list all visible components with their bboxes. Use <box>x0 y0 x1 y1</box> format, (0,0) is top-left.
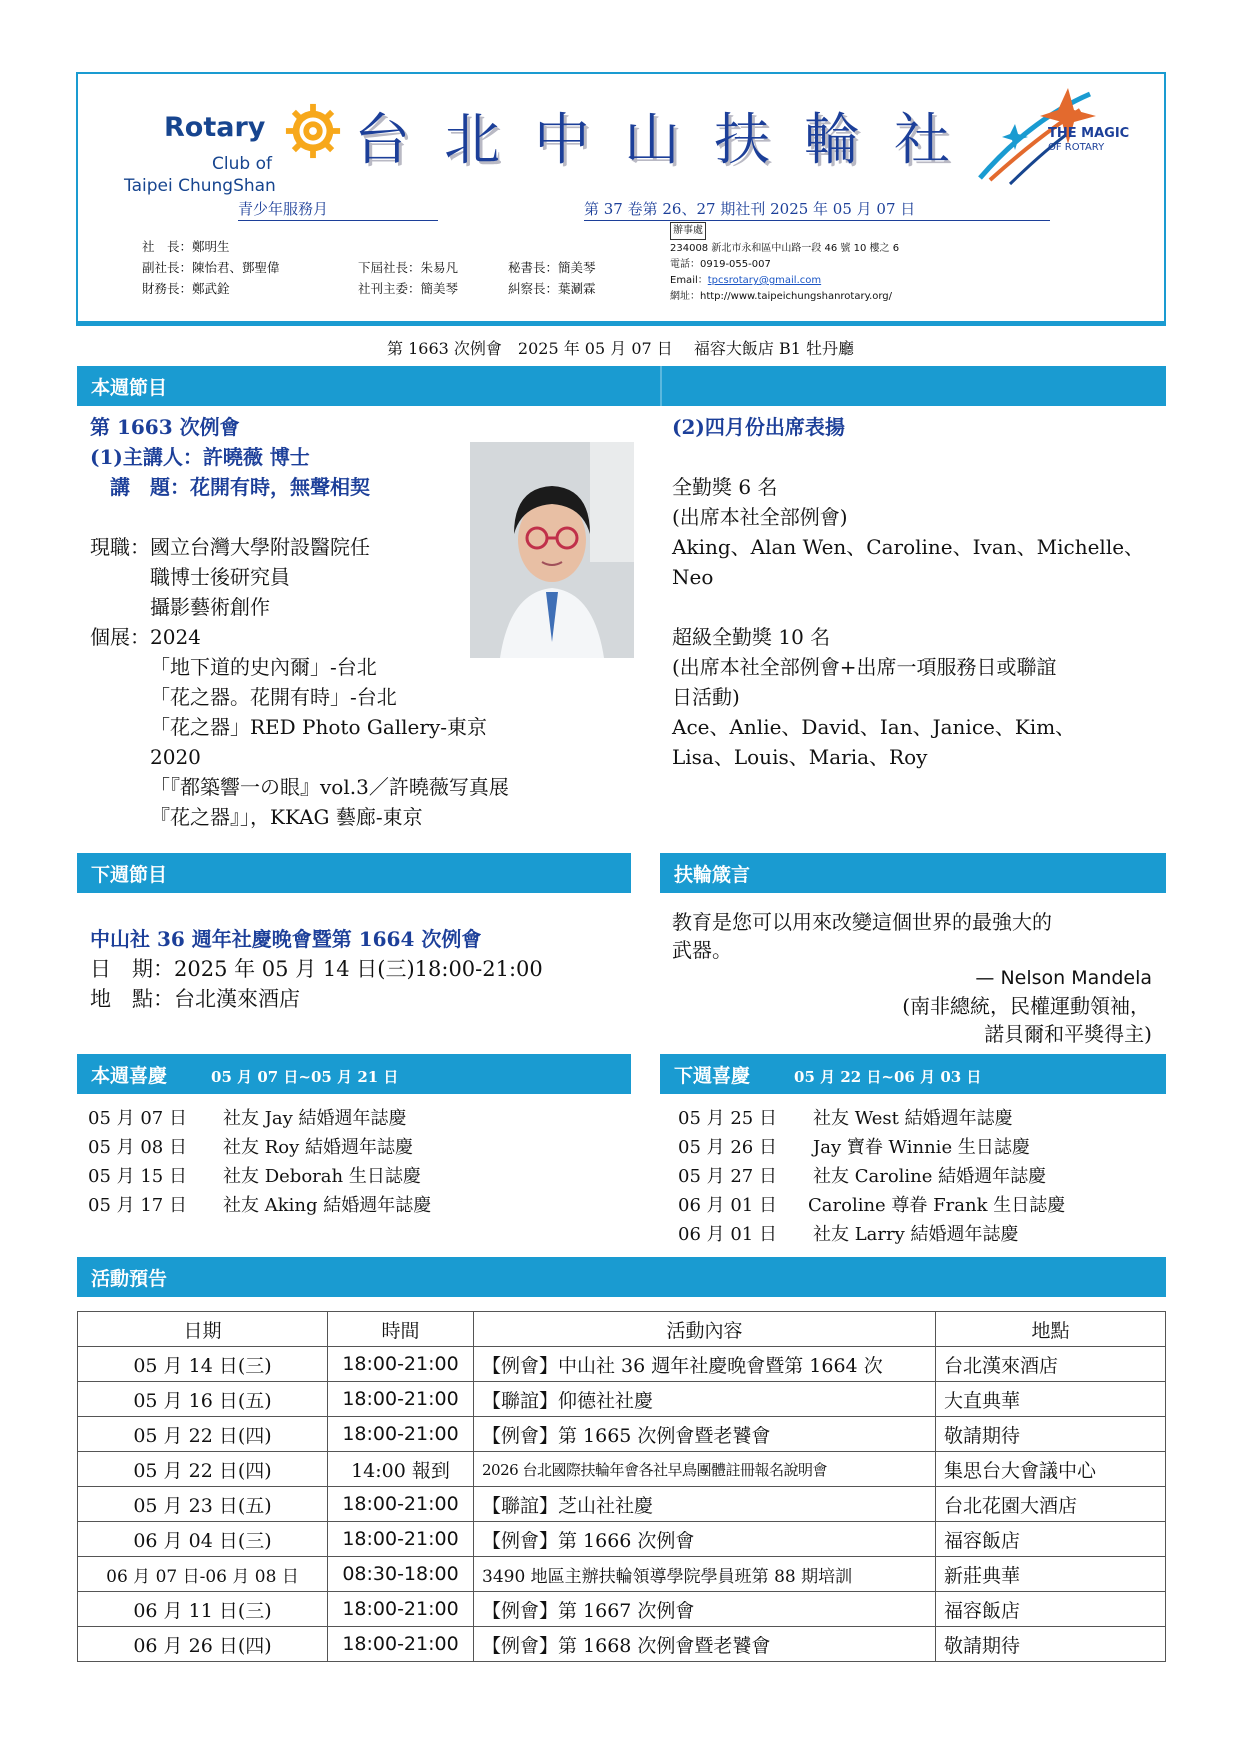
celebrations-next-range: 05 月 22 日~06 月 03 日 <box>794 1068 982 1086</box>
event-place: 福容飯店 <box>936 1522 1166 1557</box>
event-date: 05 月 22 日(四) <box>78 1452 328 1487</box>
exhibit-line: 「『都築響一の眼』vol.3／許曉薇写真展 <box>150 775 509 799</box>
event-content: 【聯誼】芝山社社慶 <box>474 1487 936 1522</box>
officer-vice-president: 副社長：陳怡君、鄧聖偉 <box>142 260 280 275</box>
super-attendance-names: Lisa、Louis、Maria、Roy <box>672 745 928 769</box>
list-item: 05 月 26 日 Jay 寶眷 Winnie 生日誌慶 <box>678 1137 1030 1158</box>
motto-author-desc: 諾貝爾和平獎得主) <box>984 1022 1152 1046</box>
event-time: 18:00-21:00 <box>328 1382 474 1417</box>
event-content: 【例會】中山社 36 週年社慶晚會暨第 1664 次 <box>474 1347 936 1382</box>
exhibit-line: 「花之器。花開有時」-台北 <box>150 685 397 709</box>
table-row <box>78 1557 1166 1592</box>
event-date: 05 月 14 日(三) <box>78 1347 328 1382</box>
event-time: 18:00-21:00 <box>328 1487 474 1522</box>
officer-next-president: 下屆社長：朱易凡 <box>358 260 459 275</box>
next-week-bar <box>77 853 631 893</box>
event-place: 集思台大會議中心 <box>936 1452 1166 1487</box>
motto-author-desc: (南非總統，民權運動領袖， <box>902 994 1150 1018</box>
meeting-line: 第 1663 次例會 2025 年 05 月 07 日 福容大飯店 B1 牡丹廳 <box>387 339 854 358</box>
rotary-wheel-icon <box>284 102 342 160</box>
super-attendance-desc: (出席本社全部例會+出席一項服務日或聯誼 <box>672 655 1057 679</box>
full-attendance-names: Aking、Alan Wen、Caroline、Ivan、Michelle、 <box>672 535 1145 559</box>
event-date: 05 月 16 日(五) <box>78 1382 328 1417</box>
event-place: 福容飯店 <box>936 1592 1166 1627</box>
table-row <box>78 1592 1166 1627</box>
table-row <box>78 1347 1166 1382</box>
event-date: 06 月 07 日-06 月 08 日 <box>78 1557 328 1592</box>
celebrations-next-list <box>678 1104 1168 1249</box>
list-item: 05 月 17 日 社友 Aking 結婚週年誌慶 <box>88 1195 432 1216</box>
events-table <box>77 1311 1166 1662</box>
table-row <box>78 1417 1166 1452</box>
event-place: 敬請期待 <box>936 1627 1166 1662</box>
full-attendance-names: Neo <box>672 565 714 589</box>
speaker-photo <box>470 442 634 658</box>
motto-author: — Nelson Mandela <box>975 967 1152 989</box>
speaker-portrait-icon <box>470 442 634 658</box>
celebrations-this-label: 本週喜慶 <box>91 1065 168 1087</box>
list-item: 05 月 08 日 社友 Roy 結婚週年誌慶 <box>88 1137 414 1158</box>
celebrations-next-bar <box>660 1054 1166 1094</box>
column-header-content: 活動內容 <box>474 1312 936 1347</box>
this-week-bar <box>77 366 1166 406</box>
office-email-link[interactable]: tpcsrotary@gmail.com <box>707 275 822 286</box>
issue-line: 第 37 卷第 26、27 期社刊 2025 年 05 月 07 日 <box>584 198 1050 221</box>
event-date: 05 月 23 日(五) <box>78 1487 328 1522</box>
full-attendance-desc: (出席本社全部例會) <box>672 505 848 529</box>
logo-rotary-word: Rotary <box>164 112 266 143</box>
attendance-title: (2)四月份出席表揚 <box>672 415 845 439</box>
list-item: 05 月 15 日 社友 Deborah 生日誌慶 <box>88 1166 421 1187</box>
exhibit-line: 『花之器』」，KKAG 藝廊-東京 <box>150 805 423 829</box>
event-place: 新莊典華 <box>936 1557 1166 1592</box>
list-item: 05 月 25 日 社友 West 結婚週年誌慶 <box>678 1108 1013 1129</box>
office-info <box>670 222 899 305</box>
event-date: 05 月 22 日(四) <box>78 1417 328 1452</box>
next-week-bar-label: 下週節目 <box>91 864 168 886</box>
event-content: 【例會】第 1665 次例會暨老饕會 <box>474 1417 936 1452</box>
next-week-date: 日 期：2025 年 05 月 14 日(三)18:00-21:00 <box>90 957 543 981</box>
officers-list <box>142 236 596 299</box>
event-content: 【例會】第 1667 次例會 <box>474 1592 936 1627</box>
magic-line2: OF ROTARY <box>1048 142 1105 153</box>
celebrations-this-range: 05 月 07 日~05 月 21 日 <box>211 1068 399 1086</box>
exhibit-line: 2020 <box>150 745 201 769</box>
attendance-section <box>672 412 1166 772</box>
event-place: 大直典華 <box>936 1382 1166 1417</box>
motto-section <box>672 908 1166 1048</box>
logo-city: Taipei ChungShan <box>124 176 276 196</box>
event-content: 2026 台北國際扶輪年會各社早鳥團體註冊報名說明會 <box>474 1452 936 1487</box>
exhibit-line: 2024 <box>150 625 201 649</box>
event-time: 18:00-21:00 <box>328 1592 474 1627</box>
exhibit-label: 個展： <box>90 625 150 649</box>
logo-club-of: Club of <box>212 154 272 174</box>
current-line: 職博士後研究員 <box>150 565 290 589</box>
club-title: 台北中山扶輪社 <box>354 108 984 173</box>
event-date: 06 月 04 日(三) <box>78 1522 328 1557</box>
event-content: 【例會】第 1668 次例會暨老饕會 <box>474 1627 936 1662</box>
event-time: 08:30-18:00 <box>328 1557 474 1592</box>
current-line: 國立台灣大學附設醫院任 <box>150 535 370 559</box>
table-row <box>78 1627 1166 1662</box>
event-time: 18:00-21:00 <box>328 1417 474 1452</box>
next-week-title: 中山社 36 週年社慶晚會暨第 1664 次例會 <box>90 927 482 951</box>
table-row <box>78 1487 1166 1522</box>
table-row <box>78 1522 1166 1557</box>
motto-quote: 武器。 <box>672 938 732 962</box>
officer-treasurer: 財務長：鄭武銓 <box>142 281 230 296</box>
program-topic: 講 題：花開有時，無聲相契 <box>90 475 370 499</box>
super-attendance-title: 超級全勤獎 10 名 <box>672 625 831 649</box>
list-item: 06 月 01 日 社友 Larry 結婚週年誌慶 <box>678 1224 1019 1245</box>
column-header-date: 日期 <box>78 1312 328 1347</box>
program-meeting: 第 1663 次例會 <box>90 415 240 439</box>
column-header-place: 地點 <box>936 1312 1166 1347</box>
masthead <box>76 72 1166 326</box>
rotary-club-logo <box>102 92 332 202</box>
list-item: 06 月 01 日 Caroline 尊眷 Frank 生日誌慶 <box>678 1195 1066 1216</box>
office-address: 234008 新北市永和區中山路一段 46 號 10 樓之 6 <box>670 243 900 254</box>
event-time: 18:00-21:00 <box>328 1627 474 1662</box>
event-place: 台北花園大酒店 <box>936 1487 1166 1522</box>
event-time: 18:00-21:00 <box>328 1347 474 1382</box>
current-label: 現職： <box>90 535 150 559</box>
officer-editor: 社刊主委：簡美琴 <box>358 281 459 296</box>
officer-secretary: 秘書長：簡美琴 <box>508 260 596 275</box>
celebrations-next-label: 下週喜慶 <box>674 1065 751 1087</box>
motto-bar-label: 扶輪箴言 <box>674 864 751 886</box>
table-row <box>78 1452 1166 1487</box>
event-place: 台北漢來酒店 <box>936 1347 1166 1382</box>
event-place: 敬請期待 <box>936 1417 1166 1452</box>
this-week-bar-label: 本週節目 <box>91 377 168 399</box>
table-header-row <box>78 1312 1166 1347</box>
motto-quote: 教育是您可以用來改變這個世界的最強大的 <box>672 910 1052 934</box>
officer-president: 社 長：鄭明生 <box>142 239 230 254</box>
event-date: 06 月 11 日(三) <box>78 1592 328 1627</box>
celebrations-this-bar <box>77 1054 631 1094</box>
bar-divider <box>660 366 662 406</box>
program-speaker: (1)主講人：許曉薇 博士 <box>90 445 310 469</box>
event-content: 【例會】第 1666 次例會 <box>474 1522 936 1557</box>
event-content: 【聯誼】仰德社社慶 <box>474 1382 936 1417</box>
full-attendance-title: 全勤獎 6 名 <box>672 475 778 499</box>
office-website[interactable]: 網址：http://www.taipeichungshanrotary.org/ <box>670 291 893 302</box>
event-date: 06 月 26 日(四) <box>78 1627 328 1662</box>
celebrations-this-list <box>88 1104 628 1220</box>
event-time: 18:00-21:00 <box>328 1522 474 1557</box>
super-attendance-names: Ace、Anlie、David、Ian、Janice、Kim、 <box>672 715 1076 739</box>
next-week-place: 地 點：台北漢來酒店 <box>90 987 300 1011</box>
column-header-time: 時間 <box>328 1312 474 1347</box>
exhibit-line: 「地下道的史內爾」-台北 <box>150 655 377 679</box>
events-bar <box>77 1257 1166 1297</box>
next-week-program <box>90 924 630 1014</box>
exhibit-line: 「花之器」RED Photo Gallery-東京 <box>150 715 488 739</box>
office-email-label: Email： <box>670 275 708 286</box>
office-phone: 電話：0919-055-007 <box>670 259 771 270</box>
current-line: 攝影藝術創作 <box>150 595 270 619</box>
officer-sergeant: 糾察長：葉涮霖 <box>508 281 596 296</box>
motto-bar <box>660 853 1166 893</box>
events-bar-label: 活動預告 <box>91 1268 168 1290</box>
super-attendance-desc: 日活動) <box>672 685 740 709</box>
event-content: 3490 地區主辦扶輪領導學院學員班第 88 期培訓 <box>474 1557 936 1592</box>
month-theme: 青少年服務月 <box>238 198 438 221</box>
table-row <box>78 1382 1166 1417</box>
magic-line1: THE MAGIC <box>1048 126 1130 141</box>
event-time: 14:00 報到 <box>328 1452 474 1487</box>
office-tag: 辦事處 <box>670 222 706 240</box>
list-item: 05 月 07 日 社友 Jay 結婚週年誌慶 <box>88 1108 407 1129</box>
list-item: 05 月 27 日 社友 Caroline 結婚週年誌慶 <box>678 1166 1047 1187</box>
